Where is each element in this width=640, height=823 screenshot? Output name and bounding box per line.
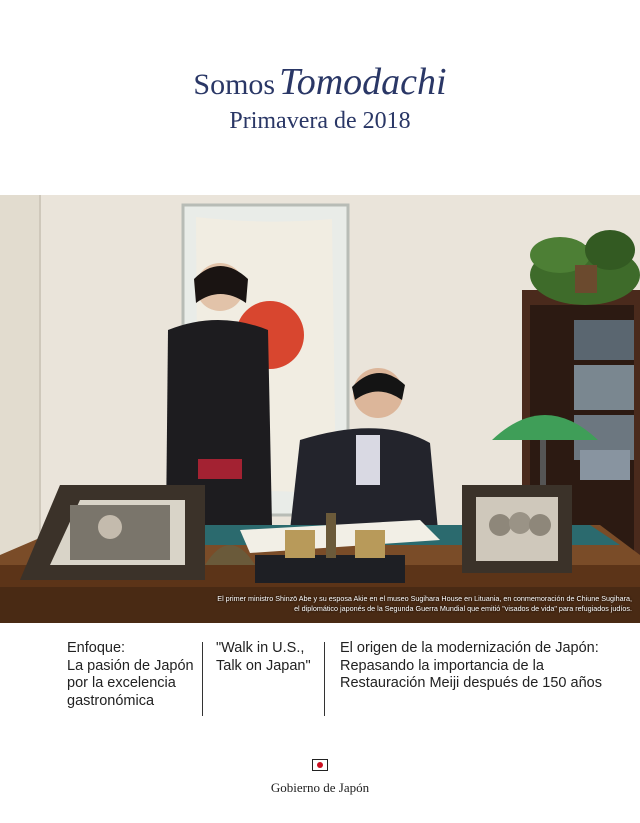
cover-photo-illustration [0, 195, 640, 623]
feature-line: Repasando la importancia de la [340, 657, 544, 674]
title-tomodachi: Tomodachi [279, 61, 447, 103]
column-divider [202, 642, 203, 716]
caption-line-1: El primer ministro Shinzō Abe y su esposa Akie en el museo Sugihara House en Lituania, en conmemoración de Chiune Sugihara, [217, 594, 632, 603]
caption-line-2: el diplomático japonés de la Segunda Guerra Mundial que emitió "visados de vida" para refugiados judíos. [294, 604, 632, 613]
publisher-name: Gobierno de Japón [270, 780, 370, 795]
feature-line: Enfoque: [67, 640, 126, 656]
title-somos: Somos [193, 68, 276, 101]
feature-line: Restauración Meiji después de 150 años [340, 675, 602, 691]
feature-line: por la excelencia [67, 675, 176, 691]
feature-gastronomia[interactable] [67, 640, 197, 710]
feature-line: "Walk in U.S., [216, 640, 305, 656]
feature-line: El origen de la modernización de Japón: [340, 640, 599, 656]
column-divider [324, 642, 325, 716]
japan-flag-icon [312, 759, 328, 771]
feature-walk-in-us[interactable] [216, 640, 316, 675]
feature-columns [0, 640, 640, 720]
feature-line: La pasión de Japón [67, 657, 194, 674]
feature-line: gastronómica [67, 692, 155, 709]
feature-line: Talk on Japan" [216, 657, 311, 674]
page-title [0, 60, 640, 104]
issue-subtitle: Primavera de 2018 [229, 108, 411, 134]
cover-photo [0, 195, 640, 623]
photo-caption [150, 594, 632, 614]
feature-meiji[interactable] [340, 640, 620, 693]
